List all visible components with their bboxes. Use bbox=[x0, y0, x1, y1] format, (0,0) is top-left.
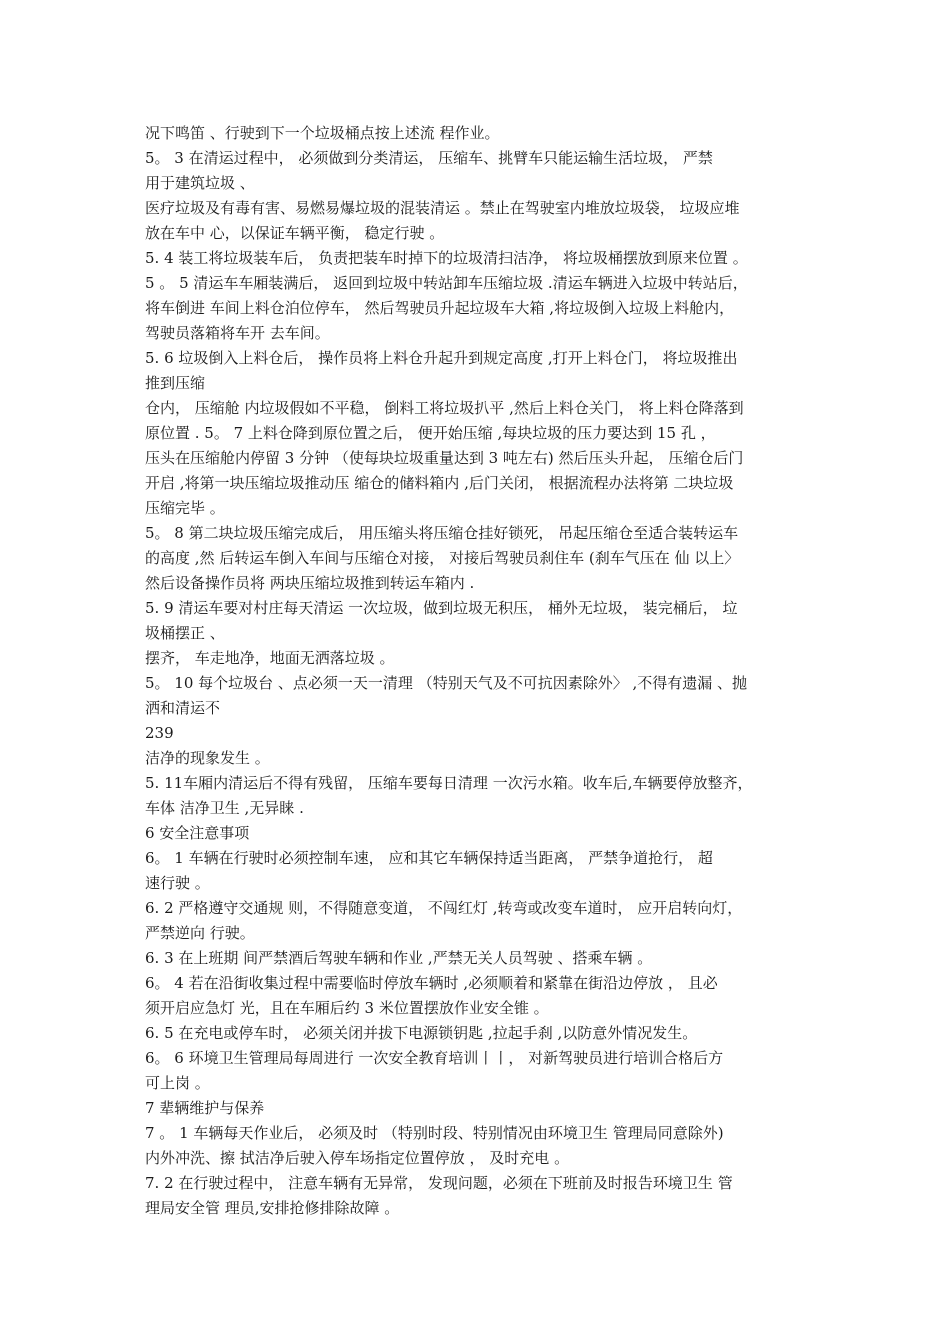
text-line: 压头在压缩舱内停留 3 分钟 （使每块垃圾重量达到 3 吨左右) 然后压头升起， 压缩仓后门 bbox=[145, 449, 744, 467]
text-line: 6. 5 在充电或停车时， 必须关闭并拔下电源锁钥匙 ,拉起手刹 ,以防意外情况发生。 bbox=[145, 1024, 698, 1042]
text-line: 5 。 5 清运车车厢装满后， 返回到垃圾中转站卸车压缩垃圾 .清运车辆进入垃圾中转站后， bbox=[145, 274, 748, 292]
text-line: 洒和清运不 bbox=[145, 699, 221, 717]
section-heading: 6 安全注意事项 bbox=[145, 824, 250, 842]
text-line: 5. 4 装工将垃圾装车后， 负责把装车时掉下的垃圾清扫洁净， 将垃圾桶摆放到原来位置 。 bbox=[145, 249, 748, 267]
text-line: 6. 3 在上班期 间严禁酒后驾驶车辆和作业 ,严禁无关人员驾驶 、搭乘车辆 。 bbox=[145, 949, 653, 967]
text-line: 仓内， 压缩舱 内垃圾假如不平稳， 倒料工将垃圾扒平 ,然后上料仓关门， 将上料仓降落到 bbox=[145, 399, 744, 417]
text-line: 压缩完毕 。 bbox=[145, 499, 225, 517]
text-line: 须开启应急灯 光，且在车厢后约 3 米位置摆放作业安全锥 。 bbox=[145, 999, 549, 1017]
text-line: 5. 9 清运车要对村庄每天清运 一次垃圾，做到垃圾无积压， 桶外无垃圾， 装完桶后， 垃 bbox=[145, 599, 738, 617]
text-line: 内外冲洗、擦 拭洁净后驶入停车场指定位置停放 ， 及时充电 。 bbox=[145, 1149, 570, 1167]
text-line: 的高度 ,然 后转运车倒入车间与压缩仓对接， 对接后驾驶员刹住车 (刹车气压在 仙 以上〉 bbox=[145, 549, 740, 567]
text-line: 圾桶摆正 、 bbox=[145, 624, 225, 642]
text-line: 6。 4 若在沿街收集过程中需要临时停放车辆时 ,必须顺着和紧靠在街沿边停放 ， 且必 bbox=[145, 974, 718, 992]
text-line: 5. 6 垃圾倒入上料仓后， 操作员将上料仓升起升到规定高度 ,打开上料仓门， 将垃圾推出 bbox=[145, 349, 738, 367]
text-line: 5。 3 在清运过程中， 必须做到分类清运， 压缩车、挑臂车只能运输生活垃圾， 严禁 bbox=[145, 149, 713, 167]
text-line: 严禁逆向 行驶。 bbox=[145, 924, 255, 942]
text-line: 用于建筑垃圾 、 bbox=[145, 174, 255, 192]
text-line: 驾驶员落箱将车开 去车间。 bbox=[145, 324, 330, 342]
text-line: 7. 2 在行驶过程中， 注意车辆有无异常， 发现问题，必须在下班前及时报告环境卫生 管 bbox=[145, 1174, 733, 1192]
text-line: 况下鸣笛 、行驶到下一个垃圾桶点按上述流 程作业。 bbox=[145, 124, 500, 142]
text-line: 放在车中 心，以保证车辆平衡， 稳定行驶 。 bbox=[145, 224, 445, 242]
text-line: 原位置 . 5。 7 上料仓降到原位置之后， 便开始压缩 ,每块垃圾的压力要达到 15 孔 ， bbox=[145, 424, 716, 442]
text-line: 6。 6 环境卫生管理局每周进行 一次安全教育培训丨丨， 对新驾驶员进行培训合格后方 bbox=[145, 1049, 724, 1067]
text-line: 将车倒进 车间上料仓泊位停车， 然后驾驶员升起垃圾车大箱 ,将垃圾倒入垃圾上料舱内， bbox=[145, 299, 735, 317]
text-line: 洁净的现象发生 。 bbox=[145, 749, 270, 767]
page-number: 239 bbox=[145, 724, 174, 742]
section-heading: 7 辈辆维护与保养 bbox=[145, 1099, 265, 1117]
text-line: 7 。 1 车辆每天作业后， 必须及时 （特别时段、特别情况由环境卫生 管理局同意除外) bbox=[145, 1124, 724, 1142]
text-line: 开启 ,将第一块压缩垃圾推动压 缩仓的储料箱内 ,后门关闭， 根据流程办法将第 二块垃圾 bbox=[145, 474, 734, 492]
text-line: 5. 11车厢内清运后不得有残留， 压缩车要每日清理 一次污水箱。收车后,车辆要停放整齐， bbox=[145, 774, 753, 792]
text-line: 5。 10 每个垃圾台 、点必须一天一清理 （特别天气及不可抗因素除外〉 ,不得有遗漏 、抛 bbox=[145, 674, 748, 692]
text-line: 医疗垃圾及有毒有害、易燃易爆垃圾的混装清运 。禁止在驾驶室内堆放垃圾袋， 垃圾应堆 bbox=[145, 199, 740, 217]
text-line: 推到压缩 bbox=[145, 374, 206, 392]
text-line: 摆齐， 车走地净，地面无洒落垃圾 。 bbox=[145, 649, 395, 667]
text-line: 理局安全管 理员,安排抢修排除故障 。 bbox=[145, 1199, 400, 1217]
text-line: 然后设备操作员将 两块压缩垃圾推到转运车箱内 . bbox=[145, 574, 475, 592]
text-line: 6。 1 车辆在行驶时必须控制车速， 应和其它车辆保持适当距离， 严禁争道抢行， 超 bbox=[145, 849, 713, 867]
text-line: 可上岗 。 bbox=[145, 1074, 210, 1092]
text-line: 6. 2 严格遵守交通规 则，不得随意变道， 不闯红灯 ,转弯或改变车道时， 应开启转向灯， bbox=[145, 899, 743, 917]
text-line: 5。 8 第二块垃圾压缩完成后， 用压缩头将压缩仓挂好锁死， 吊起压缩仓至适合装转运车 bbox=[145, 524, 739, 542]
body-text bbox=[145, 121, 825, 1221]
text-line: 车体 洁净卫生 ,无异睐 . bbox=[145, 799, 304, 817]
text-line: 速行驶 。 bbox=[145, 874, 210, 892]
